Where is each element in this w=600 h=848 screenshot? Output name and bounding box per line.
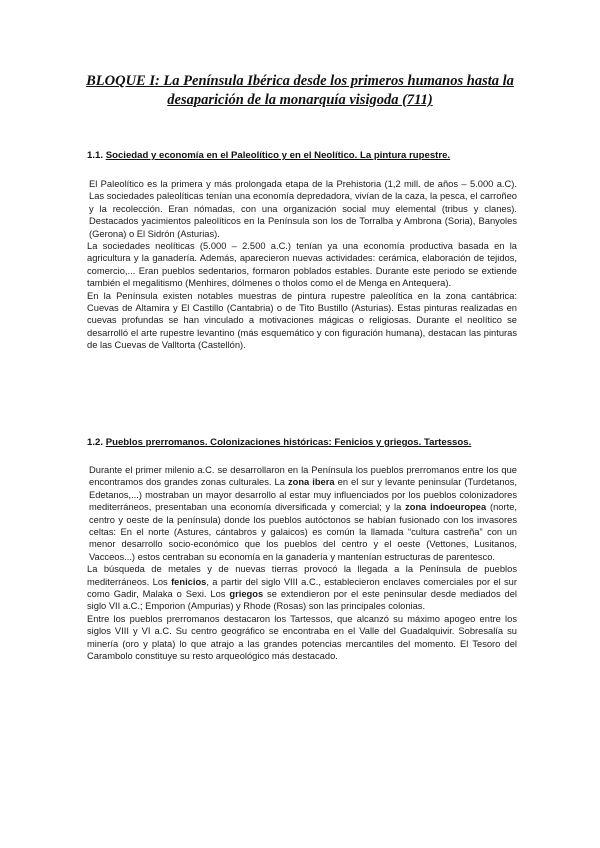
term-zona-indoeuropea: zona indoeuropea xyxy=(405,502,487,513)
title-line-1: BLOQUE I: La Península Ibérica desde los primeros humanos hasta la xyxy=(86,73,514,89)
paragraph: El Paleolítico es la primera y más prolongada etapa de la Prehistoria (1,2 mill. de años – 5.000 a.C). Las sociedades paleolíticas tenían una economía depredadora, vivían de la caza, la pesca, el carroñeo y la recolección. Eran nómadas, con una organización social muy elemental (tribus y clanes). Destacados yacimientos paleolíticos en la Península son los de Torralba y Ambrona (Soria), Banyoles (Gerona) o El Sidrón (Asturias). xyxy=(89,179,517,239)
section-2-heading xyxy=(87,437,471,448)
term-griegos: griegos xyxy=(229,589,264,600)
paragraph: Entre los pueblos prerromanos destacaron los Tartessos, que alcanzó su máximo apogeo entre los siglos VIII y VI a.C. Su centro geográfico se encontraba en el Valle del Guadalquivir. Sobresalía su minería (oro y plata) lo que atrajo a las grandes potencias mercantiles del momento. El Tesoro del Carambolo constituye su resto arqueológico más destacado. xyxy=(87,613,517,662)
paragraph xyxy=(87,563,517,613)
document-title xyxy=(62,72,538,110)
paragraph xyxy=(87,464,517,563)
section-1-body xyxy=(87,178,517,352)
paragraph: La sociedades neolíticas (5.000 – 2.500 a.C.) tenían ya una economía productiva basada en la agricultura y la ganadería. Además, aparecieron nuevas actividades: cerámica, elaboración de tejidos, comercio,... Eran pueblos sedentarios, formaron poblados estables. Durante este periodo se extiende también el megalitismo (Menhires, dólmenes o tholos como el de Menga en Antequera). xyxy=(87,241,517,289)
text-run: , a partir del siglo VIII a.C., establecieron enclaves comerciales por el sur como Gadir, Malaka o Sexi. Los xyxy=(87,576,517,600)
text-run: (norte, centro y oeste de la península) donde los pueblos autóctonos se habían fusionado con los invasores celtas: En el norte (Astures, cántabros y galaicos) es común la llamada “cultura castreña” con un menor desarrollo socio-económico que los pueblos del centro y el oeste (Vettones, Lusitanos, Vacceos...) estos centraban su economía en la ganadería y mantenían estructuras de parentesco. xyxy=(89,502,517,562)
term-fenicios: fenicios xyxy=(171,576,207,587)
term-zona-ibera: zona ibera xyxy=(287,477,335,488)
text-run: se extendieron por el este peninsular desde mediados del siglo VII a.C.; Emporion (Ampurias) y Rhode (Rosas) son las principales colonias. xyxy=(87,589,518,612)
text-run: La búsqueda de metales y de nuevas tierras provocó la llegada a la Península de pueblos mediterráneos. Los xyxy=(87,564,517,587)
text-run: en el sur y levante peninsular (Turdetanos, Edetanos,...) mostraban un mayor desarrollo al estar muy influenciados por los pueblos colonizadores mediterráneos, presentaban una economía diversificada y comercial; y la xyxy=(89,477,517,513)
section-1-title: Sociedad y economía en el Paleolítico y en el Neolítico. La pintura rupestre. xyxy=(105,150,451,161)
text-run: Durante el primer milenio a.C. se desarrollaron en la Península los pueblos prerromanos entre los que encontramos dos grandes zonas culturales. La xyxy=(89,465,517,488)
title-line-2: desaparición de la monarquía visigoda (711) xyxy=(167,92,433,108)
section-2-number: 1.2. xyxy=(87,437,104,448)
section-1-number: 1.1. xyxy=(87,150,104,161)
section-2-body xyxy=(87,464,517,663)
section-1-heading xyxy=(87,150,450,161)
section-2-title: Pueblos prerromanos. Colonizaciones históricas: Fenicios y griegos. Tartessos. xyxy=(105,437,472,448)
paragraph: En la Península existen notables muestras de pintura rupestre paleolítica en la zona cantábrica: Cuevas de Altamira y El Castillo (Cantabria) o de Tito Bustillo (Asturias). Estas pinturas realizadas en cuevas profundas se han vinculado a motivaciones mágicas o religiosas. Durante el neolítico se desarrolló el arte rupestre levantino (más esquemático y con figuración humana), destacan las pinturas de las Cuevas de Valltorta (Castellón). xyxy=(87,290,517,351)
